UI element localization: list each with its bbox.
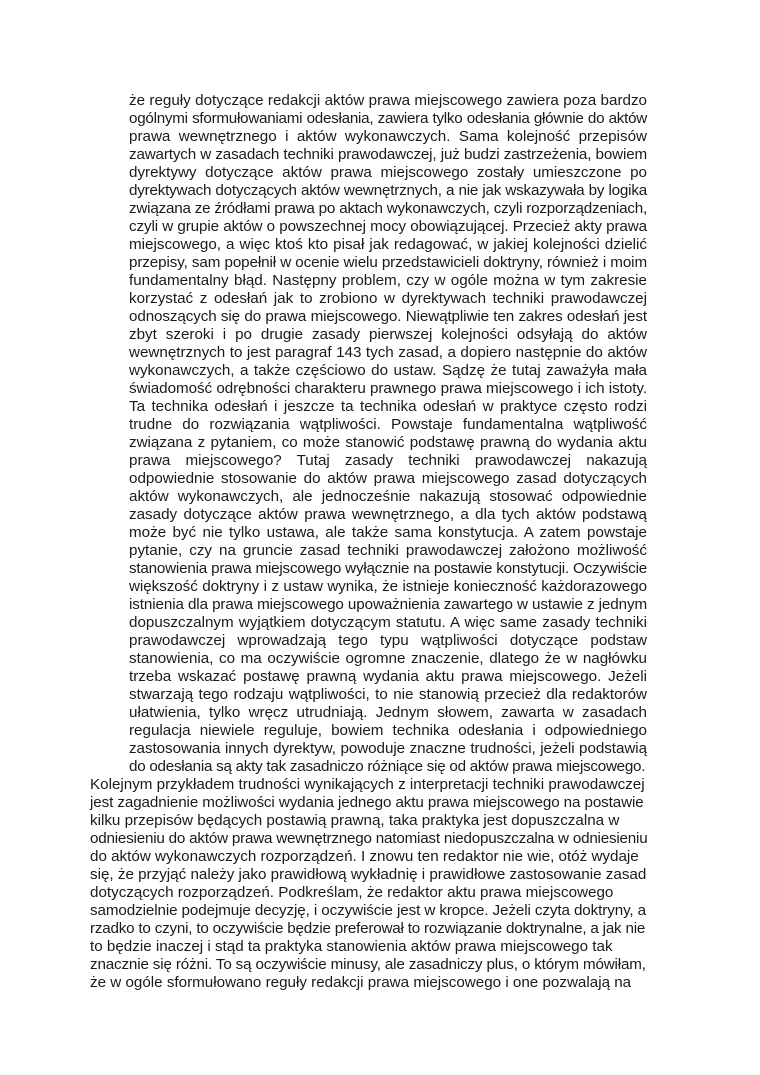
- text-line: istnienia dla prawa miejscowego upoważnienia zawartego w ustawie z jednym: [129, 596, 647, 613]
- text-line: korzystać z odesłań jak to zrobiono w dyrektywach techniki prawodawczej: [129, 290, 647, 307]
- text-line: stanowienia prawa miejscowego wyłącznie na postawie konstytucji. Oczywiście: [129, 560, 647, 577]
- text-line: zastosowania innych dyrektyw, powoduje znaczne trudności, jeżeli podstawią: [129, 740, 647, 757]
- text-line: może być nie tylko ustawa, ale także sama konstytucja. A zatem powstaje: [129, 524, 647, 541]
- text-line: większość doktryny i z ustaw wynika, że istnieje konieczność każdorazowego: [129, 578, 647, 595]
- text-line: zawartych w zasadach techniki prawodawczej, już budzi zastrzeżenia, bowiem: [129, 146, 647, 163]
- text-line: wykonawczych, a także częściowo do ustaw. Sądzę że tutaj zaważyła mała: [129, 362, 647, 379]
- text-line: trudne do rozwiązania wątpliwości. Powstaje fundamentalna wątpliwość: [129, 416, 647, 433]
- text-line: zbyt szeroki i po drugie zasady pierwszej kolejności odsyłają do aktów: [129, 326, 647, 343]
- text-line: związana z pytaniem, co może stanowić podstawę prawną do wydania aktu: [129, 434, 647, 451]
- text-line: do aktów wykonawczych rozporządzeń. I znowu ten redaktor nie wie, otóż wydaje: [90, 848, 639, 865]
- text-line: Kolejnym przykładem trudności wynikających z interpretacji techniki prawodawczej: [90, 776, 645, 793]
- text-line: się, że przyjąć należy jako prawidłową wykładnię i prawidłowe zastosowanie zasad: [90, 866, 647, 883]
- text-line: regulacja niewiele reguluje, bowiem technika odesłania i odpowiedniego: [129, 722, 647, 739]
- text-line: to będzie inaczej i stąd ta praktyka stanowienia aktów prawa miejscowego tak: [90, 938, 613, 955]
- text-line: stwarzają tego rodzaju wątpliwości, to nie stanowią przecież dla redaktorów: [129, 686, 647, 703]
- text-line: przepisy, sam popełnił w ocenie wielu przedstawicieli doktryny, również i moim: [129, 254, 647, 271]
- text-line: do odesłania są akty tak zasadniczo różniące się od aktów prawa miejscowego.: [129, 758, 646, 775]
- text-line: wewnętrznych to jest paragraf 143 tych zasad, a dopiero następnie do aktów: [129, 344, 647, 361]
- text-line: czyli w grupie aktów o powszechnej mocy obowiązującej. Przecież akty prawa: [129, 218, 647, 235]
- text-line: związana ze źródłami prawa po aktach wykonawczych, czyli rozporządzeniach,: [129, 200, 647, 217]
- text-line: prawa miejscowego? Tutaj zasady techniki prawodawczej nakazują: [129, 452, 647, 469]
- text-line: świadomość odrębności charakteru prawnego prawa miejscowego i ich istoty.: [129, 380, 647, 397]
- text-line: zasady dotyczące aktów prawa wewnętrznego, a dla tych aktów podstawą: [129, 506, 647, 523]
- text-line: samodzielnie podejmuje decyzję, i oczywiście jest w kropce. Jeżeli czyta doktryny, a: [90, 902, 647, 919]
- text-line: odpowiednie stosowanie do aktów prawa miejscowego zasad dotyczących: [129, 470, 647, 487]
- text-line: dyrektywach dotyczących aktów wewnętrznych, a nie jak wskazywała by logika: [129, 182, 647, 199]
- text-line: jest zagadnienie możliwości wydania jednego aktu prawa miejscowego na postawie: [90, 794, 644, 811]
- text-line: trzeba wskazać postawę prawną wydania aktu prawa miejscowego. Jeżeli: [129, 668, 647, 685]
- text-line: ułatwienia, tylko wręcz utrudniają. Jednym słowem, zawarta w zasadach: [129, 704, 647, 721]
- text-line: odniesieniu do aktów prawa wewnętrznego natomiast niedopuszczalna w odniesieniu: [90, 830, 648, 847]
- text-line: że reguły dotyczące redakcji aktów prawa miejscowego zawiera poza bardzo: [129, 92, 647, 109]
- text-line: ogólnymi sformułowaniami odesłania, zawiera tylko odesłania głównie do aktów: [129, 110, 647, 127]
- text-line: dotyczących rozporządzeń. Podkreślam, że redaktor aktu prawa miejscowego: [90, 884, 614, 901]
- text-line: dopuszczalnym wyjątkiem dotyczącym statutu. A więc same zasady techniki: [129, 614, 647, 631]
- text-line: znacznie się różni. To są oczywiście minusy, ale zasadniczy plus, o którym mówiłam,: [90, 956, 646, 973]
- text-line: stanowienia, co ma oczywiście ogromne znaczenie, dlatego że w nagłówku: [129, 650, 647, 667]
- text-line: aktów wykonawczych, ale jednocześnie nakazują stosować odpowiednie: [129, 488, 647, 505]
- text-line: fundamentalny błąd. Następny problem, czy w ogóle można w tym zakresie: [129, 272, 647, 289]
- text-line: że w ogóle sformułowano reguły redakcji prawa miejscowego i one pozwalają na: [90, 974, 632, 991]
- text-line: Ta technika odesłań i jeszcze ta technika odesłań w praktyce często rodzi: [129, 398, 647, 415]
- text-line: pytanie, czy na gruncie zasad techniki prawodawczej założono możliwość: [129, 542, 647, 559]
- text-line: rzadko to czyni, to oczywiście będzie preferował to rozwiązanie doktrynalne, a jak nie: [90, 920, 646, 937]
- text-line: odnoszących się do prawa miejscowego. Niewątpliwie ten zakres odesłań jest: [129, 308, 647, 325]
- text-line: miejscowego, a więc ktoś kto pisał jak redagować, w jakiej kolejności dzielić: [129, 236, 647, 253]
- text-line: prawodawczej wprowadzają tego typu wątpliwości dotyczące podstaw: [129, 632, 647, 649]
- text-line: dyrektywy dotyczące aktów prawa miejscowego zostały umieszczone po: [129, 164, 647, 181]
- text-line: prawa wewnętrznego i aktów wykonawczych. Sama kolejność przepisów: [129, 128, 647, 145]
- text-line: kilku przepisów będących postawią prawną, taka praktyka jest dopuszczalna w: [90, 812, 620, 829]
